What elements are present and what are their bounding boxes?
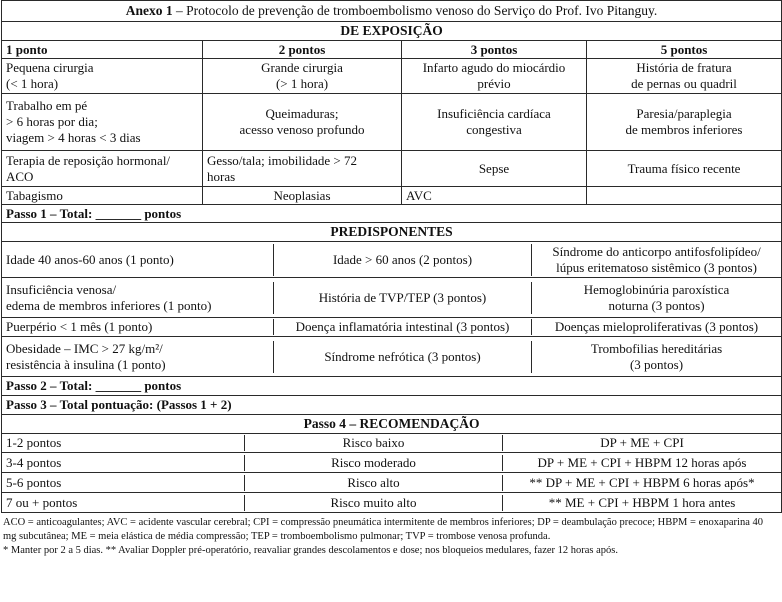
recommendation-section-header: Passo 4 – RECOMENDAÇÃO [2,415,782,434]
footnotes [1,513,781,558]
predisposing-cell: Insuficiência venosa/ edema de membros inferiores (1 ponto) [2,282,274,314]
exposure-cell: História de fratura de pernas ou quadril [587,59,782,94]
table-title [2,1,782,22]
exposure-cell [587,187,782,205]
exposure-cell: Tabagismo [2,187,203,205]
predisposing-cell: Doenças mieloproliferativas (3 pontos) [554,319,759,334]
exposure-cell: Insuficiência cardíaca congestiva [402,94,587,151]
predisposing-cell: Trombofilias hereditárias (3 pontos) [590,340,723,372]
predisposing-section-header: PREDISPONENTES [2,223,782,242]
protocol-sheet [1,0,781,558]
exposure-cell: Gesso/tala; imobilidade > 72 horas [203,151,402,187]
predisposing-cell: Obesidade – IMC > 27 kg/m²/ resistência à insulina (1 ponto) [2,341,274,373]
exposure-cell: Trauma físico recente [587,151,782,187]
recommendation-row [2,435,781,451]
score-range: 7 ou + pontos [2,495,245,511]
exposure-cell: Sepse [402,151,587,187]
risk-level: Risco moderado [245,455,503,471]
exposure-cell: Paresia/paraplegia de membros inferiores [587,94,782,151]
recommendation-row [2,475,781,491]
step-2-total: Passo 2 – Total: _______ pontos [2,377,782,396]
title-text: – Protocolo de prevenção de tromboembolismo venoso do Serviço do Prof. Ivo Pitanguy. [172,3,658,18]
abbreviations-footnote: ACO = anticoagulantes; AVC = acidente vascular cerebral; CPI = compressão pneumática intermitente de membros inferiores; DP = deambulação precoce; HBPM = enoxaparina 40 mg subcutânea; ME = meia elástica de média compressão; TEP = tromboembolismo pulmonar; TVP = trombose venosa profunda. [3,517,763,542]
column-header-1-point: 1 ponto [2,41,203,59]
predisposing-cell: Hemoglobinúria paroxística noturna (3 pontos) [583,281,730,313]
protocol-table [1,0,782,513]
exposure-cell: Grande cirurgia (> 1 hora) [203,59,402,94]
predisposing-cell: Idade 40 anos-60 anos (1 ponto) [2,244,274,276]
exposure-cell: AVC [402,187,587,205]
recommendation: ** DP + ME + CPI + HBPM 6 horas após* [529,474,755,490]
exposure-cell: Infarto agudo do miocárdio prévio [402,59,587,94]
score-range: 5-6 pontos [2,475,245,491]
predisposing-row [2,244,781,276]
column-header-2-points: 2 pontos [203,41,402,59]
recommendation: DP + ME + CPI [600,435,684,450]
risk-level: Risco muito alto [245,495,503,511]
recommendation: DP + ME + CPI + HBPM 12 horas após [537,454,747,470]
exposure-cell: Terapia de reposição hormonal/ ACO [2,151,203,187]
risk-level: Risco baixo [245,435,503,451]
exposure-section-header: DE EXPOSIÇÃO [2,22,782,41]
title-label: Anexo 1 [125,3,173,18]
predisposing-cell: Síndrome do anticorpo antifosfolipídeo/ lúpus eritematoso sistêmico (3 pontos) [552,243,761,275]
predisposing-cell: História de TVP/TEP (3 pontos) [274,282,532,314]
predisposing-cell: Idade > 60 anos (2 pontos) [274,244,532,276]
predisposing-cell: Puerpério < 1 mês (1 ponto) [2,319,274,335]
score-range: 3-4 pontos [2,455,245,471]
predisposing-row [2,341,781,373]
recommendation-row [2,495,781,511]
score-range: 1-2 pontos [2,435,245,451]
exposure-cell: Neoplasias [203,187,402,205]
notes-footnote: * Manter por 2 a 5 dias. ** Avaliar Doppler pré-operatório, reavaliar grandes descolamentos e dose; nos bloqueios medulares, fazer 12 horas após. [3,545,619,556]
predisposing-cell: Síndrome nefrótica (3 pontos) [274,341,532,373]
step-3-total: Passo 3 – Total pontuação: (Passos 1 + 2) [2,396,782,415]
column-header-5-points: 5 pontos [587,41,782,59]
predisposing-row [2,282,781,314]
predisposing-cell: Doença inflamatória intestinal (3 pontos) [274,319,532,335]
risk-level: Risco alto [245,475,503,491]
column-header-3-points: 3 pontos [402,41,587,59]
exposure-cell: Trabalho em pé > 6 horas por dia; viagem > 4 horas < 3 dias [2,94,203,151]
recommendation: ** ME + CPI + HBPM 1 hora antes [548,494,736,510]
step-1-total: Passo 1 – Total: _______ pontos [2,205,782,223]
recommendation-row [2,455,781,471]
exposure-cell: Pequena cirurgia (< 1 hora) [2,59,203,94]
exposure-cell: Queimaduras; acesso venoso profundo [203,94,402,151]
predisposing-row [2,319,781,335]
